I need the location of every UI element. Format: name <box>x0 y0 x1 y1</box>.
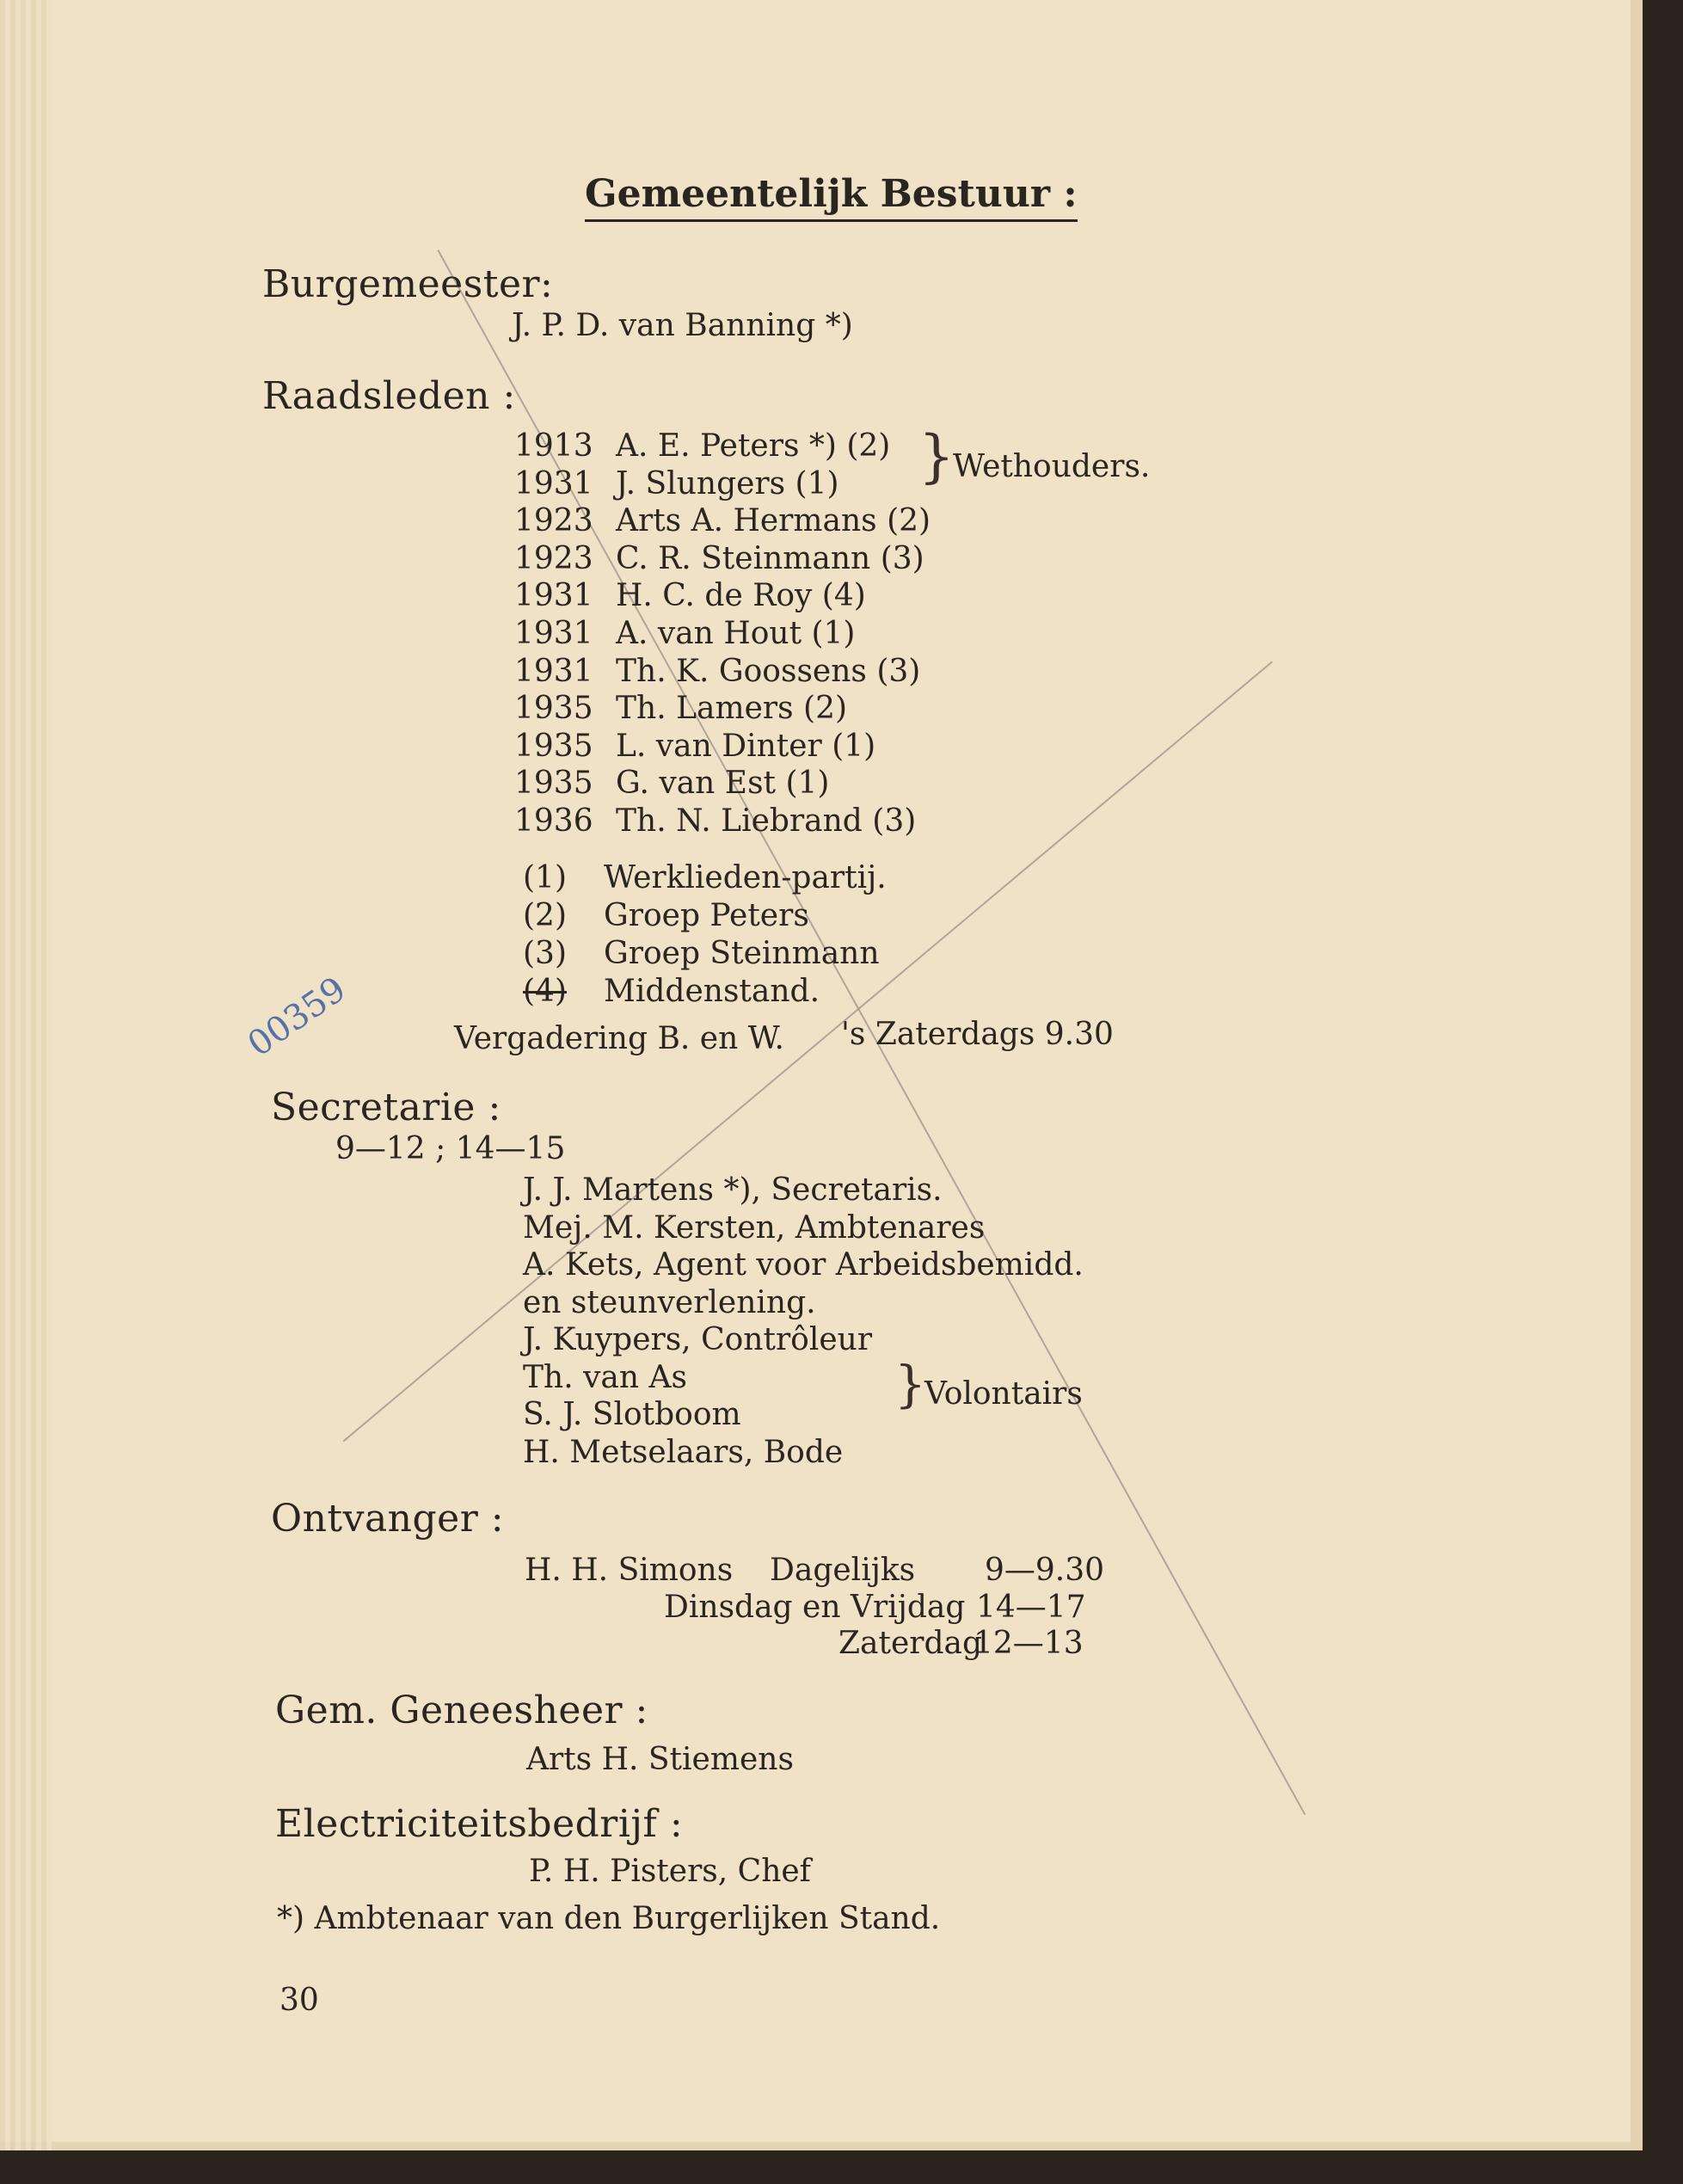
staff-entry: Th. van As <box>523 1359 687 1395</box>
schedule-time: 9—9.30 <box>985 1553 1105 1588</box>
staff-entry: J. Kuypers, Contrôleur <box>523 1322 873 1357</box>
volontairs-brace: } <box>894 1355 926 1413</box>
member-name: A. E. Peters *) (2) <box>616 428 891 464</box>
party-key: (3) <box>523 936 567 971</box>
burgemeester-heading: Burgemeester: <box>262 262 554 306</box>
stamp-number: 00359 <box>241 969 353 1065</box>
staff-entry: A. Kets, Agent voor Arbeidsbemidd. <box>523 1247 1084 1283</box>
member-year: 1913 <box>514 428 593 464</box>
schedule-days: Zaterdag <box>838 1626 983 1661</box>
member-year: 1936 <box>514 803 593 839</box>
member-name: G. van Est (1) <box>616 766 830 802</box>
party-key: (4) <box>523 974 567 1009</box>
raadsleden-heading: Raadsleden : <box>262 374 516 418</box>
schedule-days: Dagelijks <box>770 1553 916 1588</box>
ontvanger-name: H. H. Simons <box>525 1553 734 1588</box>
staff-entry: J. J. Martens *), Secretaris. <box>523 1172 943 1208</box>
staff-entry: H. Metselaars, Bode <box>523 1434 844 1470</box>
schedule-days: Dinsdag en Vrijdag <box>664 1590 966 1625</box>
vergadering-time: 's Zaterdags 9.30 <box>841 1017 1114 1052</box>
member-name: L. van Dinter (1) <box>616 728 876 764</box>
geneesheer-heading: Gem. Geneesheer : <box>275 1689 648 1732</box>
party-name: Middenstand. <box>604 974 820 1009</box>
burgemeester-name: J. P. D. van Banning *) <box>512 308 853 343</box>
member-name: Th. N. Liebrand (3) <box>616 803 917 839</box>
electriciteit-name: P. H. Pisters, Chef <box>529 1854 812 1889</box>
wethouders-brace: } <box>918 423 955 489</box>
party-name: Werklieden-partij. <box>604 860 887 895</box>
schedule-time: 14—17 <box>976 1590 1086 1625</box>
member-name: Th. Lamers (2) <box>616 691 848 727</box>
volontairs-label: Volontairs <box>924 1376 1083 1412</box>
party-key: (2) <box>523 898 567 933</box>
party-name: Groep Steinmann <box>604 936 880 971</box>
vergadering-label: Vergadering B. en W. <box>454 1021 784 1056</box>
geneesheer-name: Arts H. Stiemens <box>526 1742 794 1777</box>
page-edge <box>0 0 52 2150</box>
member-name: A. van Hout (1) <box>616 616 856 651</box>
staff-entry: Mej. M. Kersten, Ambtenares <box>523 1209 986 1246</box>
ontvanger-heading: Ontvanger : <box>271 1497 505 1541</box>
member-year: 1931 <box>514 465 593 501</box>
party-name: Groep Peters <box>604 898 809 933</box>
staff-entry: S. J. Slotboom <box>523 1397 741 1432</box>
member-year: 1923 <box>514 540 593 576</box>
electriciteit-heading: Electriciteitsbedrijf : <box>275 1802 684 1846</box>
member-year: 1935 <box>514 728 593 764</box>
member-year: 1931 <box>514 616 593 651</box>
wethouders-label: Wethouders. <box>953 449 1151 484</box>
member-year: 1931 <box>514 653 593 689</box>
schedule-time: 12—13 <box>974 1626 1084 1661</box>
member-name: J. Slungers (1) <box>616 465 839 501</box>
member-year: 1931 <box>514 578 593 614</box>
member-name: H. C. de Roy (4) <box>616 578 866 614</box>
party-key: (1) <box>523 860 567 895</box>
member-name: C. R. Steinmann (3) <box>616 540 924 576</box>
staff-entry: en steunverlening. <box>523 1284 816 1320</box>
page-number: 30 <box>279 1983 319 2018</box>
page-title: Gemeentelijk Bestuur : <box>585 172 1078 222</box>
member-year: 1935 <box>514 766 593 802</box>
member-name: Arts A. Hermans (2) <box>616 503 931 539</box>
secretarie-heading: Secretarie : <box>271 1086 501 1129</box>
secretarie-hours: 9—12 ; 14—15 <box>335 1131 566 1166</box>
member-year: 1935 <box>514 691 593 727</box>
member-year: 1923 <box>514 503 593 539</box>
footnote: *) Ambtenaar van den Burgerlijken Stand. <box>277 1901 941 1936</box>
member-name: Th. K. Goossens (3) <box>616 653 921 689</box>
